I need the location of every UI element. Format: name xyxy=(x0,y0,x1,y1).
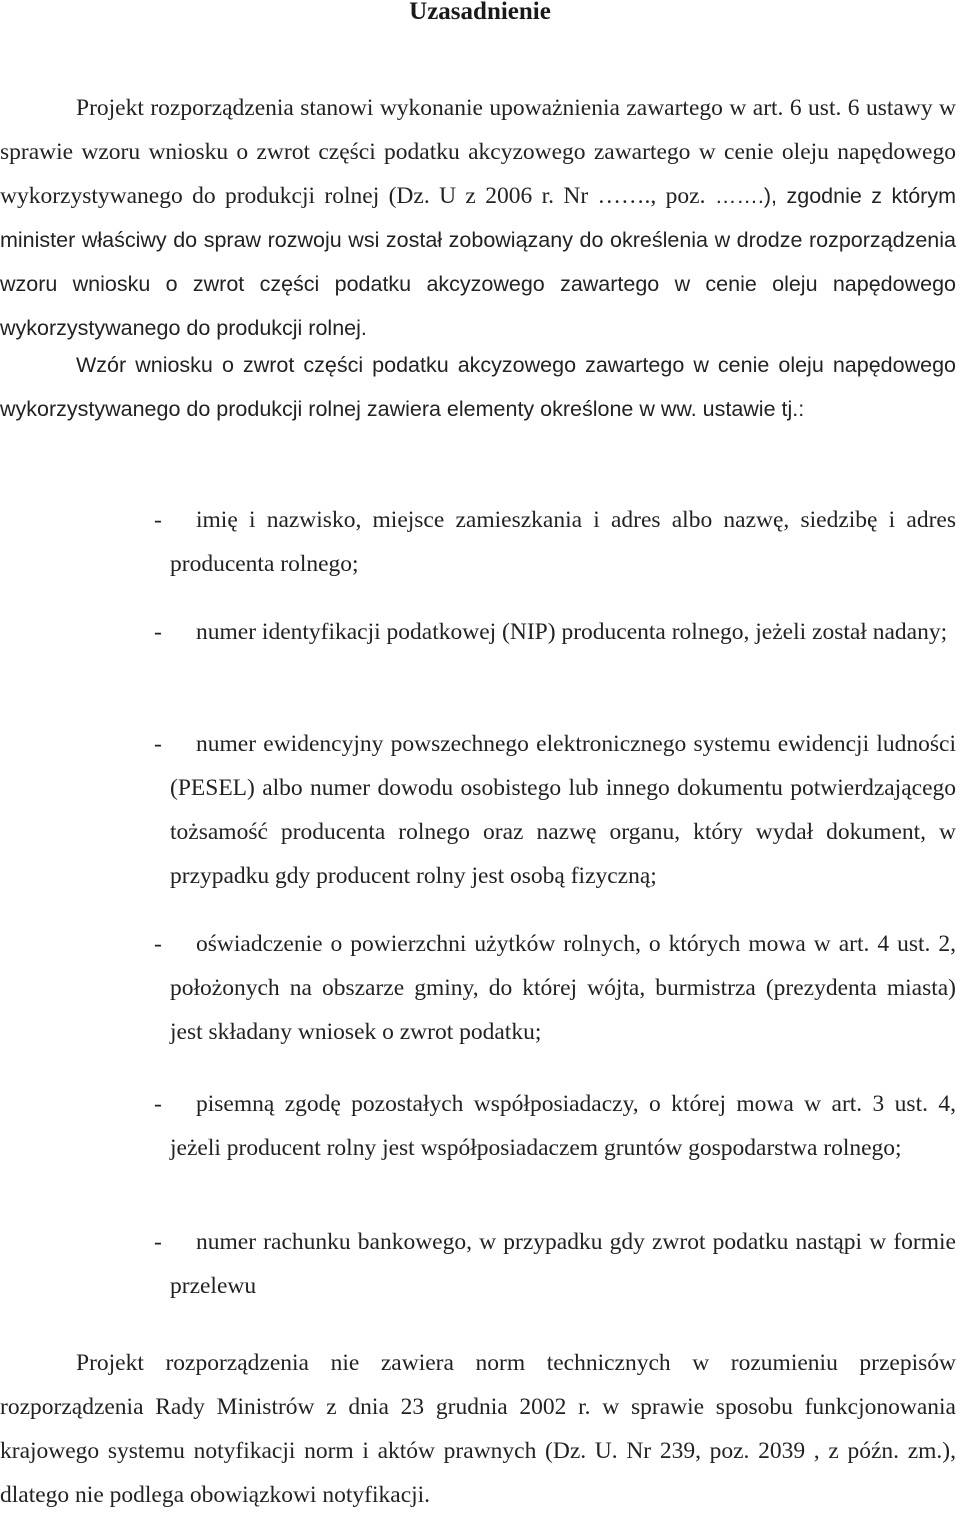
list-item-text: oświadczenie o powierzchni użytków rolnych, o których mowa w art. 4 ust. 2, położonych na obszarze gminy, do której wójta, burmistrza (prezydenta miasta) jest składany wniosek o zwrot podatku; xyxy=(170,931,956,1045)
list-dash: - xyxy=(154,619,162,645)
paragraph-form-elements-intro: Wzór wniosku o zwrot części podatku akcyzowego zawartego w cenie oleju napędowego wykorzystywanego do produkcji rolnej zawiera elementy określone w ww. ustawie tj.: xyxy=(0,353,956,421)
list-item-text: pisemną zgodę pozostałych współposiadaczy, o której mowa w art. 3 ust. 4, jeżeli producent rolny jest współposiadaczem gruntów gospodarstwa rolnego; xyxy=(170,1091,956,1161)
list-item-text: imię i nazwisko, miejsce zamieszkania i adres albo nazwę, siedzibę i adres producenta rolnego; xyxy=(170,507,956,577)
document-title: Uzasadnienie xyxy=(409,0,551,25)
list-dash: - xyxy=(154,931,162,957)
list-dash: - xyxy=(154,731,162,757)
paragraph-legal-basis xyxy=(0,86,956,350)
list-dash: - xyxy=(154,507,162,533)
list-dash: - xyxy=(154,1229,162,1255)
paragraph-legal-basis-part-b: …….), zgodnie z którym minister właściwy do spraw rozwoju wsi został zobowiązany do określenia w drodze rozporządzenia wzoru wniosku o zwrot części podatku akcyzowego zawartego w cenie oleju napędowego wykorzystywanego do produkcji rolnej. xyxy=(0,184,956,340)
list-item-text: numer identyfikacji podatkowej (NIP) producenta rolnego, jeżeli został nadany; xyxy=(196,619,948,645)
list-item-text: numer ewidencyjny powszechnego elektronicznego systemu ewidencji ludności (PESEL) albo numer dowodu osobistego lub innego dokumentu potwierdzającego tożsamość producenta rolnego oraz nazwę organu, który wydał dokument, w przypadku gdy producent rolny jest osobą fizyczną; xyxy=(170,731,956,889)
paragraph-notification: Projekt rozporządzenia nie zawiera norm technicznych w rozumieniu przepisów rozporządzenia Rady Ministrów z dnia 23 grudnia 2002 r. w sprawie sposobu funkcjonowania krajowego systemu notyfikacji norm i aktów prawnych (Dz. U. Nr 239, poz. 2039 , z późn. zm.), dlatego nie podlega obowiązkowi notyfikacji. xyxy=(0,1350,956,1508)
list-dash: - xyxy=(154,1091,162,1117)
paragraph-legal-basis-part-a: Projekt rozporządzenia stanowi wykonanie upoważnienia zawartego w art. 6 ust. 6 ustawy w sprawie wzoru wniosku o zwrot części podatku akcyzowego zawartego w cenie oleju napędowego wykorzystywanego do produkcji rolnej (Dz. U z 2006 r. Nr ……., poz. xyxy=(0,95,956,209)
list-item-text: numer rachunku bankowego, w przypadku gdy zwrot podatku nastąpi w formie przelewu xyxy=(170,1229,956,1299)
